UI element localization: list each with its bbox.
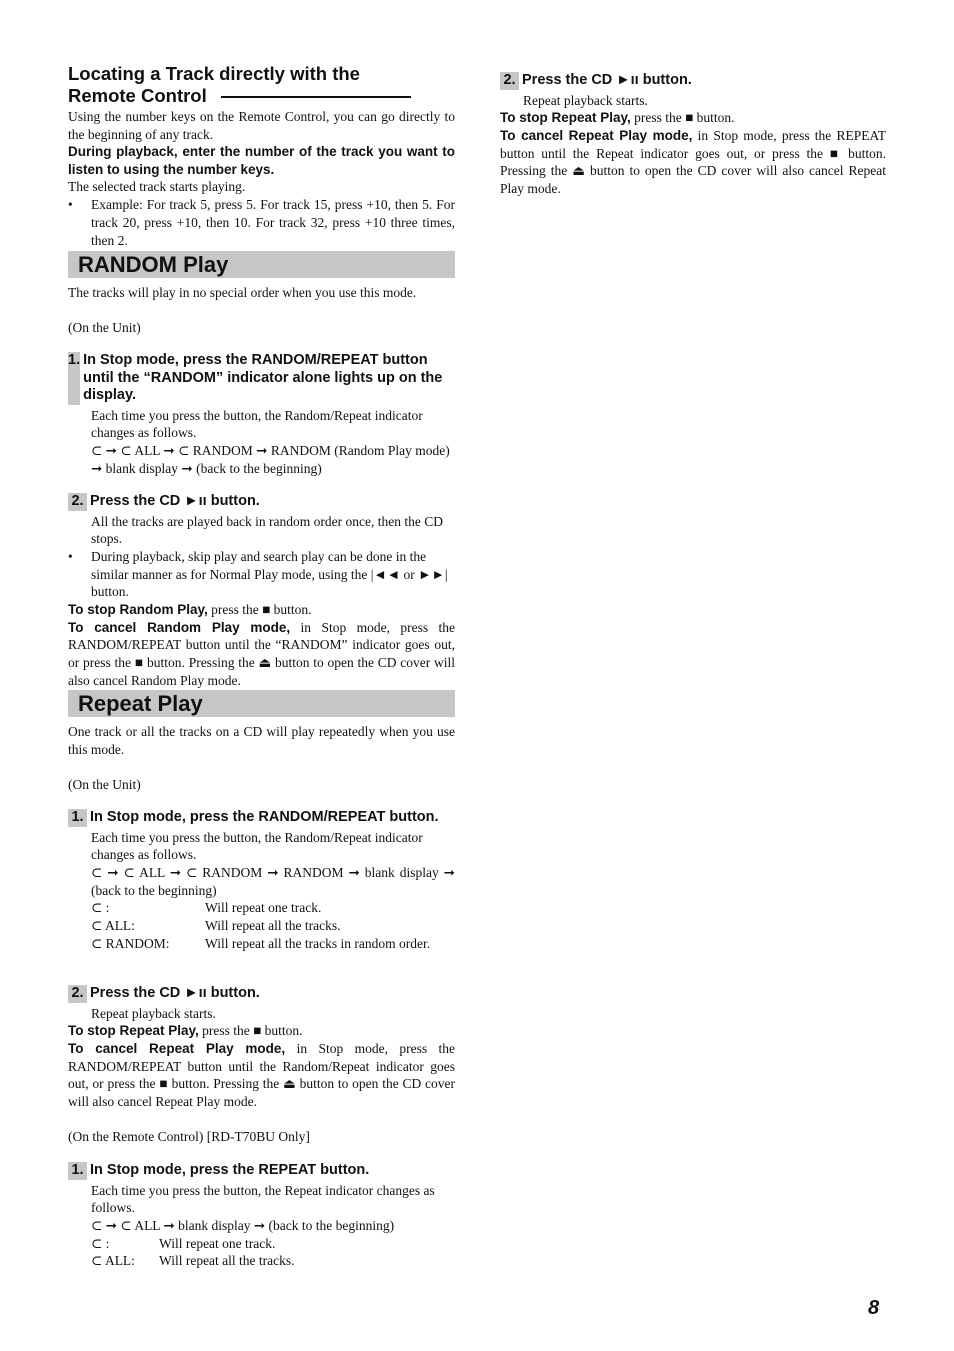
locate-intro: Using the number keys on the Remote Control, you can go directly to the beginning of any track. [68, 109, 455, 142]
locate-instruction: During playback, enter the number of the track you want to listen to using the number keys. [68, 144, 455, 177]
random-step1-heading [68, 352, 455, 405]
repeat-step2-heading [68, 985, 455, 1003]
repeat-step2-title: Press the CD ►ıı button. [90, 985, 260, 1001]
remote-step1-number: 1. [68, 1162, 87, 1180]
right-step2-title: Press the CD ►ıı button. [522, 72, 692, 88]
right-stop-lead: To stop Repeat Play, [500, 110, 631, 126]
locate-title-line2: Remote Control [68, 85, 207, 106]
random-stop-text: press the ■ button. [211, 602, 312, 618]
page-number: 8 [868, 1297, 880, 1319]
remote-step1 [68, 1162, 455, 1270]
repeat-step1-sequence: ⊂ ➞ ⊂ ALL ➞ ⊂ RANDOM ➞ RANDOM ➞ blank display ➞ (back to the beginning) [91, 864, 455, 898]
bullet-dot: • [68, 548, 73, 564]
legend-key: ⊂ RANDOM: [91, 935, 170, 951]
random-step2 [68, 493, 455, 690]
random-step2-heading [68, 493, 455, 511]
locate-title-line1: Locating a Track directly with the [68, 63, 360, 84]
repeat-on-unit: (On the Unit) [68, 777, 141, 792]
right-cancel-lead: To cancel Repeat Play mode, [500, 127, 693, 143]
right-step2 [500, 72, 886, 198]
right-cancel-text: in Stop mode, press the REPEAT button until the Repeat indicator goes out, or press the ■ button. Pressing the ⏏ button to open the CD cover will also cancel Repeat Play mode. [500, 127, 887, 197]
right-cancel [500, 127, 886, 198]
random-step2-title: Press the CD ►ıı button. [90, 493, 260, 509]
random-cancel-text: in Stop mode, press the RANDOM/REPEAT button until the “RANDOM” indicator goes out, or press the ■ button. Pressing the ⏏ button to open the CD cover will also cancel Random Play mode. [68, 619, 455, 688]
repeat-legend [68, 899, 455, 952]
random-intro: The tracks will play in no special order when you use this mode. [68, 285, 417, 300]
legend-value: Will repeat all the tracks. [205, 918, 341, 934]
legend-key: ⊂ ALL: [91, 918, 135, 934]
repeat-step1-title: In Stop mode, press the RANDOM/REPEAT button. [90, 809, 439, 825]
right-step2-heading [500, 72, 886, 90]
legend-value: Will repeat all the tracks. [159, 1253, 295, 1269]
repeat-step2 [68, 985, 455, 1111]
bullet-dot: • [68, 197, 73, 213]
repeat-cancel-lead: To cancel Repeat Play mode, [68, 1040, 286, 1056]
random-bullet-text: During playback, skip play and search play can be done in the similar manner as for Normal Play mode, using the |◄◄ or ►►| button. [91, 548, 448, 600]
right-stop [500, 109, 886, 127]
random-stop-lead: To stop Random Play, [68, 602, 208, 618]
random-step2-number: 2. [68, 493, 87, 511]
right-step2-text: Repeat playback starts. [523, 92, 648, 108]
remote-legend [68, 1235, 455, 1270]
legend-value: Will repeat one track. [159, 1235, 276, 1251]
random-step1-sequence: ⊂ ➞ ⊂ ALL ➞ ⊂ RANDOM ➞ RANDOM (Random Play mode) ➞ blank display ➞ (back to the beginning) [91, 442, 450, 476]
repeat-step2-number: 2. [68, 985, 87, 1003]
random-on-unit: (On the Unit) [68, 320, 141, 335]
remote-step1-text: Each time you press the button, the Repeat indicator changes as follows. [91, 1182, 435, 1216]
locate-example-text: Example: For track 5, press 5. For track 15, press +10, then 5. For track 20, press +10, then 10. For track 32, press +10 three times, then 2. [91, 197, 455, 248]
random-step2-text: All the tracks are played back in random order once, then the CD stops. [91, 513, 443, 547]
remote-step1-title: In Stop mode, press the REPEAT button. [90, 1162, 370, 1178]
random-cancel-lead: To cancel Random Play mode, [68, 619, 291, 635]
random-cancel [68, 619, 455, 690]
right-step2-number: 2. [500, 72, 519, 90]
repeat-stop-lead: To stop Repeat Play, [68, 1023, 199, 1039]
repeat-cancel [68, 1040, 455, 1111]
repeat-step1-number: 1. [68, 809, 87, 827]
locate-body [68, 108, 455, 249]
repeat-stop [68, 1022, 455, 1040]
repeat-on-remote: (On the Remote Control) [RD-T70BU Only] [68, 1129, 310, 1144]
locate-title [68, 63, 455, 107]
random-step1-text: Each time you press the button, the Random/Repeat indicator changes as follows. [91, 407, 423, 441]
legend-key: ⊂ : [91, 900, 110, 916]
legend-key: ⊂ ALL: [91, 1253, 135, 1269]
random-step1 [68, 352, 455, 477]
random-step1-title: In Stop mode, press the RANDOM/REPEAT button until the “RANDOM” indicator alone lights up on the display. [83, 352, 443, 403]
locate-result: The selected track starts playing. [68, 179, 246, 195]
remote-step1-sequence: ⊂ ➞ ⊂ ALL ➞ blank display ➞ (back to the beginning) [91, 1217, 395, 1233]
random-step1-number: 1. [68, 352, 80, 405]
random-bullet [68, 548, 455, 601]
repeat-step1 [68, 809, 455, 952]
locate-example [68, 196, 455, 249]
title-rule [221, 96, 411, 98]
random-stop [68, 601, 455, 619]
legend-key: ⊂ : [91, 1235, 110, 1251]
repeat-cancel-text: in Stop mode, press the RANDOM/REPEAT button until the Random/Repeat indicator goes out, or press the ■ button. Pressing the ⏏ button to open the CD cover will also cancel Repeat Play mode. [68, 1040, 456, 1110]
remote-step1-heading [68, 1162, 455, 1180]
legend-value: Will repeat one track. [205, 900, 322, 916]
locate-title-line2-row [68, 85, 455, 107]
random-heading: RANDOM Play [68, 251, 455, 278]
legend-value: Will repeat all the tracks in random order. [205, 935, 431, 951]
repeat-stop-text: press the ■ button. [202, 1023, 303, 1039]
repeat-intro: One track or all the tracks on a CD will play repeatedly when you use this mode. [68, 724, 455, 757]
repeat-step2-text: Repeat playback starts. [91, 1005, 216, 1021]
repeat-step1-text: Each time you press the button, the Random/Repeat indicator changes as follows. [91, 829, 423, 863]
right-stop-text: press the ■ button. [634, 110, 735, 126]
repeat-step1-heading [68, 809, 455, 827]
repeat-heading: Repeat Play [68, 690, 455, 717]
